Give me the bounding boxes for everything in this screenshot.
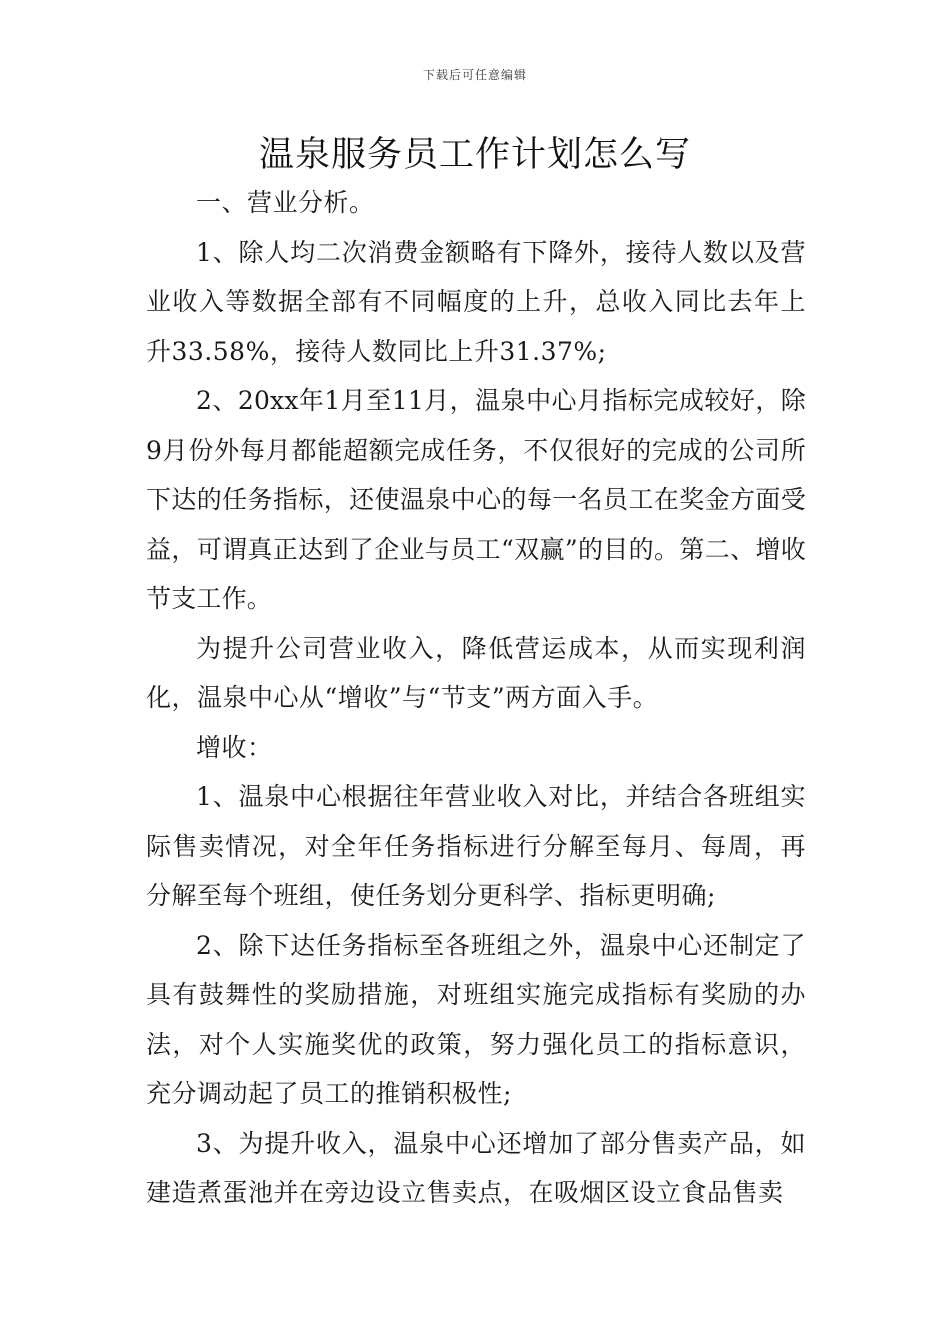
paragraph-increase-1: 1、温泉中心根据往年营业收入对比，并结合各班组实际售卖情况，对全年任务指标进行分解至每月、每周，再分解至每个班组，使任务划分更科学、指标更明确; xyxy=(146,782,806,910)
paragraph-increase-3: 3、为提升收入，温泉中心还增加了部分售卖产品，如建造煮蛋池并在旁边设立售卖点，在吸烟区设立食品售卖 xyxy=(146,1128,806,1207)
paragraph-subheading: 增收： xyxy=(196,732,273,762)
paragraph-intro: 为提升公司营业收入，降低营运成本，从而实现利润化，温泉中心从“增收”与“节支”两方面入手。 xyxy=(146,633,806,712)
header-note: 下载后可任意编辑 xyxy=(422,68,527,82)
document-title: 温泉服务员工作计划怎么写 xyxy=(258,135,691,175)
paragraph-item-1: 1、除人均二次消费金额略有下降外，接待人数以及营业收入等数据全部有不同幅度的上升，总收入同比去年上升33.58%，接待人数同比上升31.37%; xyxy=(146,237,806,366)
paragraph-section-heading: 一、营业分析。 xyxy=(196,188,375,217)
paragraph-item-2: 2、20xx年1月至11月，温泉中心月指标完成较好，除9月份外每月都能超额完成任务，不仅很好的完成的公司所下达的任务指标，还使温泉中心的每一名员工在奖金方面受益，可谓真正达到了企业与员工“双赢”的目的。第二、增收节支工作。 xyxy=(146,386,806,613)
paragraph-increase-2: 2、除下达任务指标至各班组之外，温泉中心还制定了具有鼓舞性的奖励措施，对班组实施完成指标有奖励的办法，对个人实施奖优的政策，努力强化员工的指标意识，充分调动起了员工的推销积极性; xyxy=(146,930,806,1108)
document-body xyxy=(146,178,806,1218)
